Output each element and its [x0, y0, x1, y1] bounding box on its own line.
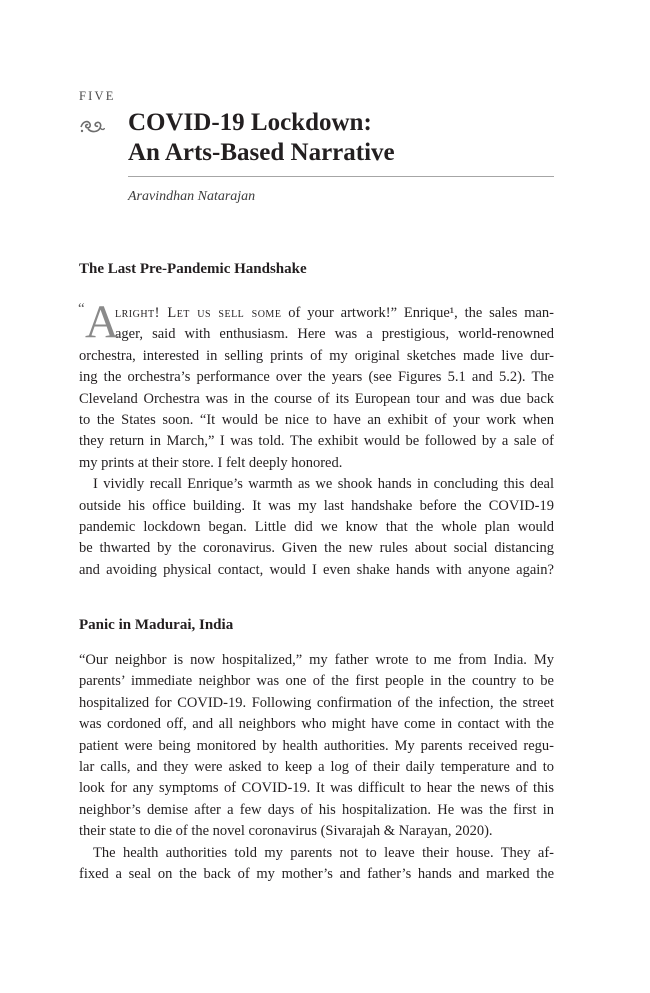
paragraph-line: ager, said with enthusiasm. Here was a prestigious, world-renowned — [115, 326, 554, 343]
section-body-madurai — [79, 650, 554, 885]
drop-cap: A — [85, 296, 119, 348]
paragraph-line: be thwarted by the coronavirus. Given the new rules about social distancing — [79, 540, 554, 557]
paragraph-line: Cleveland Orchestra was in the course of its European tour and was due back — [79, 390, 554, 407]
paragraph-line: they return in March,” I was told. The exhibit would be followed by a sale of — [79, 433, 554, 450]
paragraph-line: neighbor’s demise after a few days of his hospitalization. He was the first in — [79, 801, 554, 818]
section-heading-madurai: Panic in Madurai, India — [79, 617, 234, 633]
paragraph-line: “Our neighbor is now hospitalized,” my father wrote to me from India. My — [79, 652, 554, 668]
paragraph-line: I vividly recall Enrique’s warmth as we shook hands in concluding this deal — [93, 476, 554, 493]
paragraph-line: outside his office building. It was my last handshake before the COVID-19 — [79, 497, 554, 514]
paragraph-line: fixed a seal on the back of my mother’s and father’s hands and marked the — [79, 865, 554, 882]
title-divider — [128, 176, 554, 177]
paragraph-line: look for any symptoms of COVID-19. It was difficult to hear the news of this — [79, 780, 554, 797]
paragraph-line: my prints at their store. I felt deeply honored. — [79, 454, 343, 471]
chapter-number: FIVE — [79, 89, 116, 103]
paragraph-line: ing the orchestra’s performance over the years (see Figures 5.1 and 5.2). The — [79, 369, 554, 386]
paragraph-line: hospitalized for COVID-19. Following confirmation of the infection, the street — [79, 694, 554, 711]
paragraph-line: patient were being monitored by health authorities. My parents received regu- — [79, 737, 554, 754]
paragraph-line: The health authorities told my parents not to leave their house. They af- — [93, 844, 554, 861]
paragraph-line: was cordoned off, and all neighbors who might have come in contact with the — [79, 716, 554, 733]
chapter-title — [128, 108, 395, 168]
author-name: Aravindhan Natarajan — [128, 189, 256, 204]
paragraph-line: orchestra, interested in selling prints of my original sketches made live dur- — [79, 347, 554, 364]
section-heading-handshake: The Last Pre-Pandemic Handshake — [79, 261, 307, 277]
chapter-title-line-1: COVID-19 Lockdown: — [128, 109, 372, 136]
paragraph-line: lar calls, and they were asked to keep a log of their daily temperature and to — [79, 758, 554, 775]
opening-quote-mark: “ — [78, 301, 85, 317]
section-body-handshake — [78, 296, 554, 581]
paragraph-line: to the States soon. “It would be nice to have an exhibit of your work when — [79, 411, 554, 428]
paragraph-line: pandemic lockdown began. Little did we know that the whole plan would — [79, 518, 554, 535]
paragraph-line: their state to die of the novel coronavirus (Sivarajah & Narayan, 2020). — [79, 823, 493, 840]
small-caps-lead: lright! Let us sell some — [115, 305, 282, 321]
paragraph-line: parents’ immediate neighbor was one of the first people in the country to be — [79, 673, 554, 690]
fleuron-icon — [79, 117, 105, 135]
chapter-title-line-2: An Arts-Based Narrative — [128, 139, 395, 166]
line-text: of your artwork!” Enrique¹, the sales man- — [281, 305, 554, 321]
paragraph-line: and avoiding physical contact, would I even shake hands with anyone again? — [79, 561, 554, 578]
